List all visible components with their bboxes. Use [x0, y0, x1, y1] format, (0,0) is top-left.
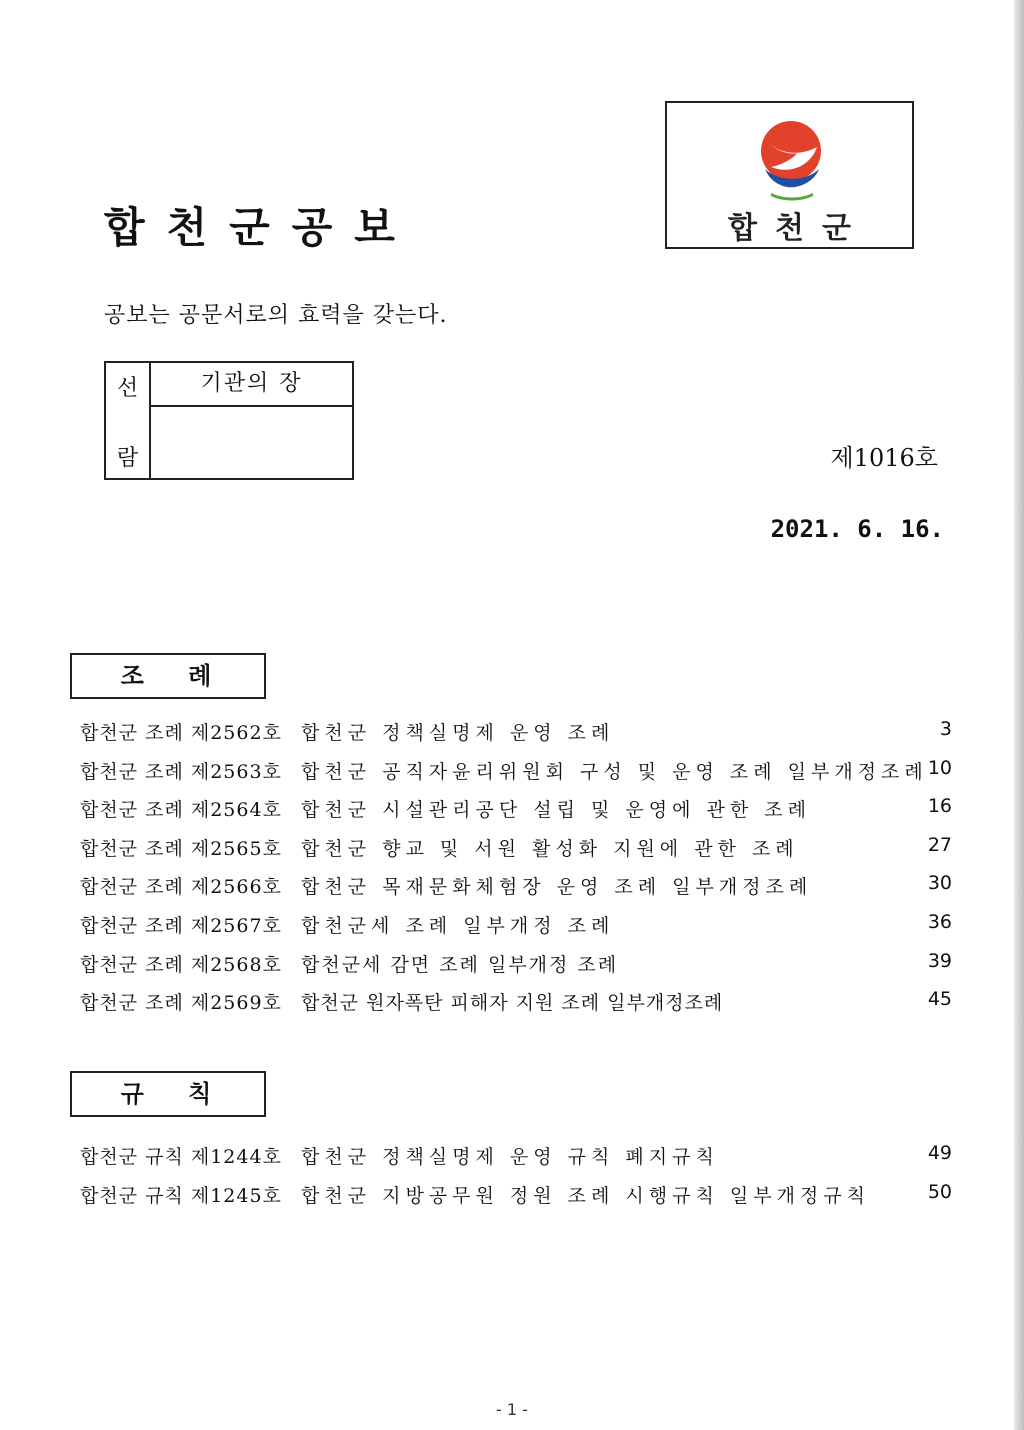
- toc-code: 합천군 규칙 제1244호: [80, 1146, 282, 1168]
- toc-code: 합천군 조례 제2562호: [80, 722, 282, 744]
- toc-code: 합천군 조례 제2567호: [80, 914, 282, 937]
- section-rule-label: 규 칙: [70, 1071, 266, 1117]
- toc-page: 10: [927, 756, 952, 779]
- toc-row[interactable]: [80, 1142, 952, 1181]
- toc-row[interactable]: [80, 1181, 952, 1220]
- logo-box: [665, 101, 914, 249]
- toc-row[interactable]: [80, 988, 952, 1027]
- approval-side-bottom: 람: [116, 446, 139, 471]
- toc-title: 합천군 정책실명제 운영 규칙 폐지규칙: [301, 1146, 719, 1168]
- toc-row[interactable]: [80, 834, 952, 873]
- toc-code: 합천군 규칙 제1245호: [80, 1184, 282, 1207]
- toc-page: 50: [927, 1180, 952, 1203]
- toc-title: 합천군 지방공무원 정원 조례 시행규칙 일부개정규칙: [301, 1184, 870, 1207]
- toc-page: 3: [939, 718, 952, 740]
- toc-title: 합천군 정책실명제 운영 조례: [301, 722, 615, 744]
- toc-code: 합천군 조례 제2566호: [80, 876, 282, 899]
- toc-page: 39: [927, 949, 952, 972]
- ordinance-list: [80, 718, 952, 1027]
- toc-title: 합천군 향교 및 서원 활성화 지원에 관한 조례: [301, 837, 799, 860]
- section-ordinance-label: 조 례: [70, 653, 266, 699]
- toc-title: 합천군세 감면 조례 일부개정 조례: [301, 953, 619, 976]
- toc-row[interactable]: [80, 872, 952, 911]
- issue-number: 제1016호: [830, 444, 938, 472]
- toc-code: 합천군 조례 제2564호: [80, 799, 282, 822]
- toc-page: 36: [927, 910, 952, 933]
- approval-box: [104, 361, 354, 480]
- toc-title: 합천군 원자폭탄 피해자 지원 조례 일부개정조례: [301, 992, 724, 1015]
- toc-row[interactable]: [80, 911, 952, 950]
- toc-page: 49: [927, 1142, 952, 1164]
- toc-row[interactable]: [80, 718, 952, 757]
- toc-page: 27: [927, 833, 952, 856]
- issue-date: 2021. 6. 16.: [770, 515, 944, 543]
- toc-title: 합천군세 조례 일부개정 조례: [301, 914, 615, 937]
- toc-code: 합천군 조례 제2569호: [80, 992, 282, 1015]
- toc-page: 45: [927, 988, 952, 1011]
- approval-header: 기관의 장: [151, 363, 352, 407]
- subtitle: 공보는 공문서로의 효력을 갖는다.: [104, 303, 448, 328]
- toc-page: 16: [927, 795, 952, 818]
- rule-list: [80, 1142, 952, 1219]
- toc-row[interactable]: [80, 950, 952, 989]
- toc-code: 합천군 조례 제2568호: [80, 953, 282, 976]
- page-edge: [1014, 0, 1024, 1430]
- hapcheon-logo-icon: [751, 113, 831, 205]
- toc-title: 합천군 목재문화체험장 운영 조례 일부개정조례: [301, 876, 813, 899]
- logo-text: 합천군: [728, 211, 869, 246]
- toc-title: 합천군 시설관리공단 설립 및 운영에 관한 조례: [301, 799, 811, 822]
- page-title: 합천군공보: [104, 203, 417, 252]
- toc-row[interactable]: [80, 795, 952, 834]
- toc-code: 합천군 조례 제2563호: [80, 760, 282, 783]
- toc-page: 30: [927, 872, 952, 895]
- toc-code: 합천군 조례 제2565호: [80, 837, 282, 860]
- toc-title: 합천군 공직자윤리위원회 구성 및 운영 조례 일부개정조례: [301, 760, 928, 783]
- toc-row[interactable]: [80, 757, 952, 796]
- approval-side-top: 선: [116, 376, 139, 401]
- page-number: - 1 -: [496, 1400, 528, 1419]
- approval-side-column: [106, 363, 151, 478]
